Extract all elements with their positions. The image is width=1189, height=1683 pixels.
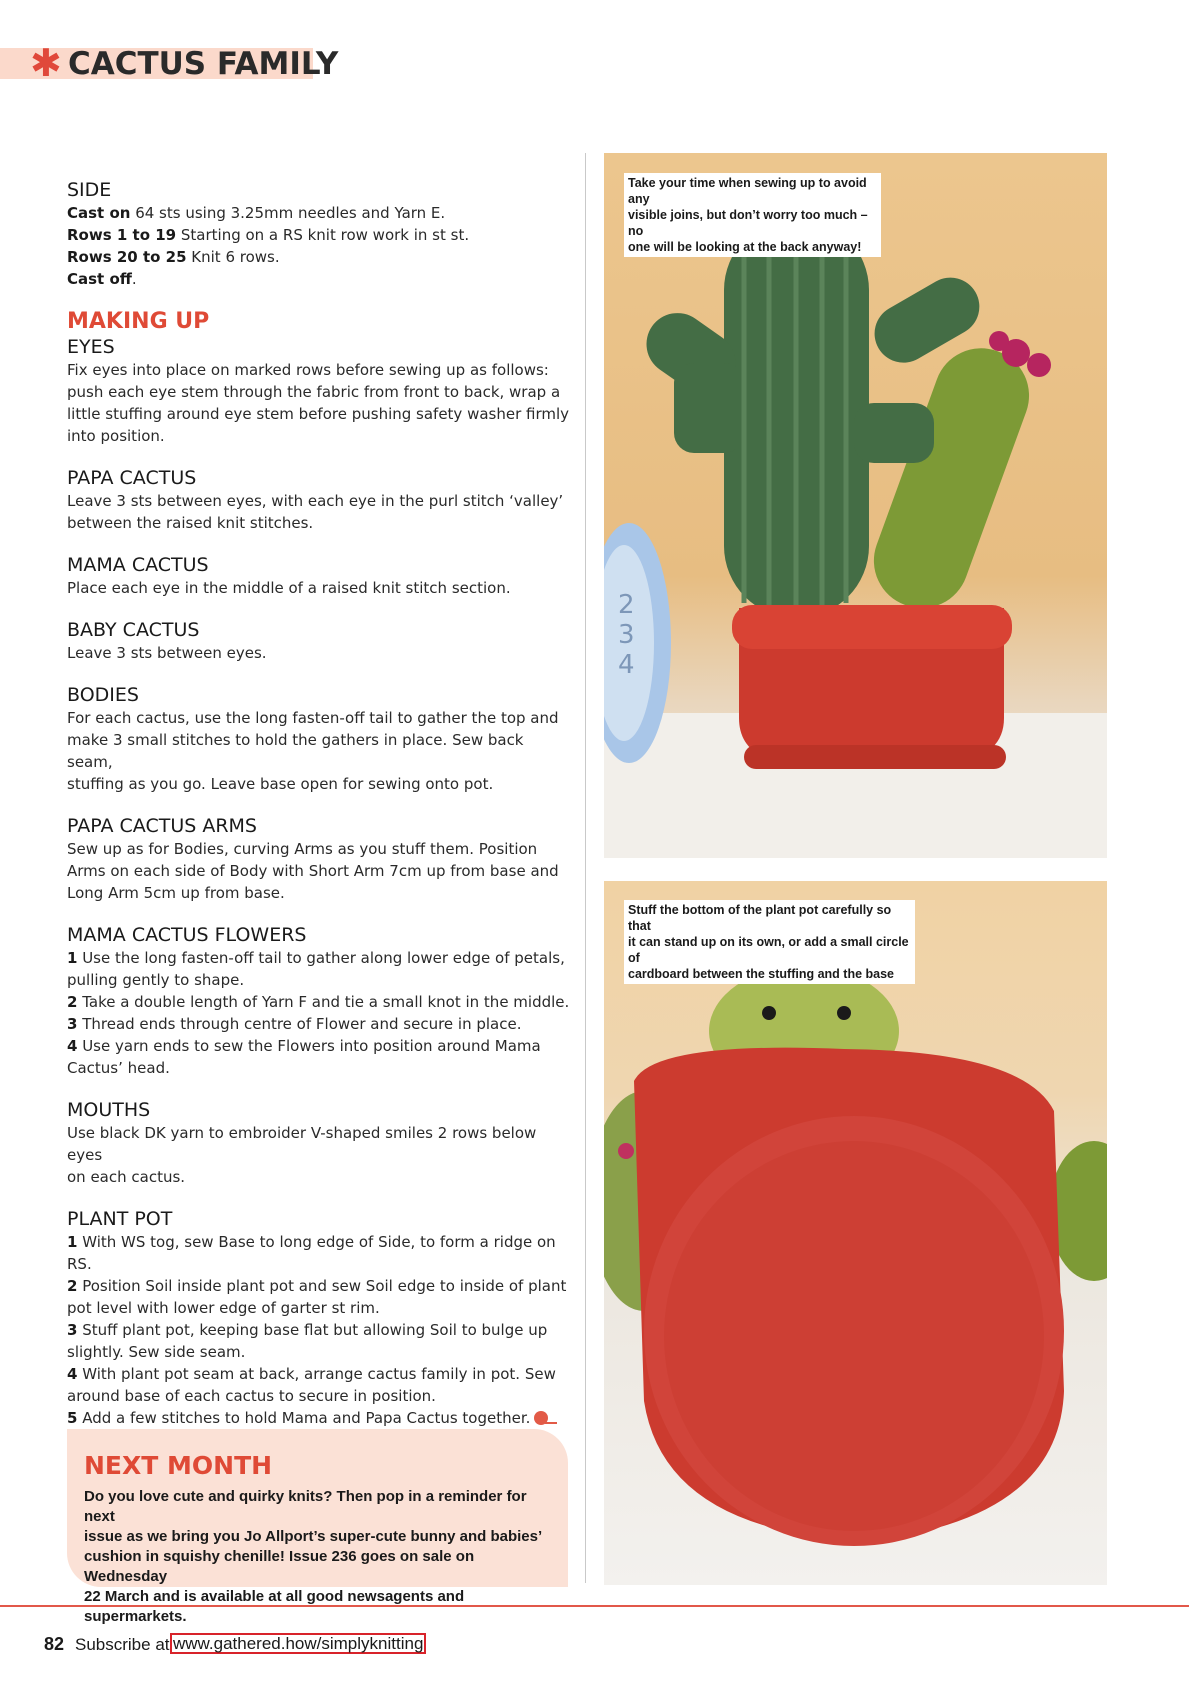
text-run: Thread ends through centre of Flower and secure in place.	[77, 1015, 522, 1033]
step-number: 3	[67, 1321, 78, 1339]
photo-caption	[624, 173, 881, 257]
text-line	[67, 202, 573, 224]
caption-line: visible joins, but don’t worry too much – no	[628, 208, 868, 238]
making-up-heading: MAKING UP	[67, 309, 210, 334]
text-line: issue as we bring you Jo Allport’s super-cute bunny and babies’	[84, 1528, 543, 1545]
text-line: into position.	[67, 427, 165, 445]
step-number: 4	[67, 1365, 78, 1383]
section-title: BABY CACTUS	[67, 619, 200, 641]
mama-cactus-section	[67, 553, 573, 599]
text-run: .	[131, 270, 137, 288]
text-run: 64 sts using 3.25mm needles and Yarn E.	[130, 204, 446, 222]
text-run: Knit 6 rows.	[186, 248, 280, 266]
section-title: MAMA CACTUS	[67, 554, 209, 576]
text-run: With plant pot seam at back, arrange cactus family in pot. Sew	[77, 1365, 556, 1383]
text-line: on each cactus.	[67, 1168, 186, 1186]
section-title: PLANT POT	[67, 1208, 173, 1230]
caption-line: Stuff the bottom of the plant pot carefully so that	[628, 903, 892, 933]
step-number: 2	[67, 993, 78, 1011]
plant-pot-base-illustration	[604, 881, 1107, 1585]
baby-cactus-section	[67, 618, 573, 664]
text-line: slightly. Sew side seam.	[67, 1343, 246, 1361]
text-line	[67, 224, 573, 246]
mama-cactus-flowers-section	[67, 923, 573, 1079]
page-title: CACTUS FAMILY	[68, 46, 339, 82]
caption-line: it can stand up on its own, or add a small circle of	[628, 935, 909, 965]
text-line	[67, 1407, 573, 1429]
text-line: make 3 small stitches to hold the gathers in place. Sew back seam,	[67, 731, 524, 771]
bold-term: Rows 20 to 25	[67, 248, 187, 266]
text-line: stuffing as you go. Leave base open for sewing onto pot.	[67, 775, 494, 793]
section-title: MOUTHS	[67, 1099, 151, 1121]
text-run: With WS tog, sew Base to long edge of Side, to form a ridge on RS.	[67, 1233, 556, 1273]
section-title: EYES	[67, 336, 115, 358]
text-line: Fix eyes into place on marked rows before sewing up as follows:	[67, 361, 549, 379]
text-line: Sew up as for Bodies, curving Arms as you stuff them. Position	[67, 840, 538, 858]
instructions-column	[67, 178, 573, 1448]
text-line: Place each eye in the middle of a raised knit stitch section.	[67, 579, 511, 597]
section-title: PAPA CACTUS ARMS	[67, 815, 257, 837]
subscribe-label: Subscribe at	[75, 1635, 170, 1654]
text-line	[67, 1035, 573, 1057]
text-line: cushion in squishy chenille! Issue 236 goes on sale on Wednesday	[84, 1548, 475, 1585]
clock-digit: 2	[618, 590, 635, 620]
section-title: BODIES	[67, 684, 139, 706]
text-run: Use the long fasten-off tail to gather along lower edge of petals,	[77, 949, 565, 967]
text-run: Use yarn ends to sew the Flowers into position around Mama	[77, 1037, 541, 1055]
text-line: Do you love cute and quirky knits? Then pop in a reminder for next	[84, 1488, 527, 1525]
step-number: 5	[67, 1409, 78, 1427]
step-number: 3	[67, 1015, 78, 1033]
text-line	[67, 947, 573, 969]
papa-cactus-arms-section	[67, 814, 573, 904]
text-line: 22 March and is available at all good newsagents and supermarkets.	[84, 1588, 465, 1625]
footer-rule	[0, 1605, 1189, 1607]
bold-term: Rows 1 to 19	[67, 226, 177, 244]
section-title: MAMA CACTUS FLOWERS	[67, 924, 307, 946]
text-line: pulling gently to shape.	[67, 971, 245, 989]
text-line	[67, 1363, 573, 1385]
mouths-section	[67, 1098, 573, 1188]
text-run: Stuff plant pot, keeping base flat but allowing Soil to bulge up	[77, 1321, 548, 1339]
step-number: 2	[67, 1277, 78, 1295]
eyes-section	[67, 335, 573, 447]
next-month-title: NEXT MONTH	[84, 1451, 273, 1480]
text-line: For each cactus, use the long fasten-off tail to gather the top and	[67, 709, 559, 727]
plant-pot-base-photo	[604, 881, 1107, 1585]
bold-term: Cast on	[67, 204, 131, 222]
text-line	[67, 1319, 573, 1341]
text-line	[67, 1013, 573, 1035]
next-month-box	[67, 1429, 568, 1625]
text-line: around base of each cactus to secure in position.	[67, 1387, 436, 1405]
column-divider	[585, 153, 586, 1583]
section-title: SIDE	[67, 179, 112, 201]
asterisk-icon: ✱	[30, 41, 62, 85]
page-number: 82	[44, 1634, 65, 1654]
text-run: Position Soil inside plant pot and sew Soil edge to inside of plant	[77, 1277, 567, 1295]
text-line: Arms on each side of Body with Short Arm 7cm up from base and	[67, 862, 559, 880]
text-line	[67, 268, 573, 290]
text-line: Long Arm 5cm up from base.	[67, 884, 285, 902]
clock-digit: 3	[618, 620, 635, 650]
text-line: Cactus’ head.	[67, 1059, 170, 1077]
text-line	[67, 991, 573, 1013]
yarn-ball-icon	[534, 1411, 548, 1425]
caption-line: Take your time when sewing up to avoid any	[628, 176, 867, 206]
section-title: PAPA CACTUS	[67, 467, 197, 489]
step-number: 4	[67, 1037, 78, 1055]
text-line: Leave 3 sts between eyes.	[67, 644, 267, 662]
step-number: 1	[67, 949, 78, 967]
text-line: pot level with lower edge of garter st rim.	[67, 1299, 380, 1317]
caption-line: one will be looking at the back anyway!	[628, 240, 862, 254]
photo-caption	[624, 900, 915, 984]
cactus-family-illustration	[604, 153, 1107, 858]
bodies-section	[67, 683, 573, 795]
plant-pot-section	[67, 1207, 573, 1429]
text-run: Take a double length of Yarn F and tie a small knot in the middle.	[77, 993, 570, 1011]
text-line	[67, 246, 573, 268]
text-line	[67, 1231, 573, 1275]
text-line: between the raised knit stitches.	[67, 514, 314, 532]
papa-cactus-section	[67, 466, 573, 534]
text-line: push each eye stem through the fabric from front to back, wrap a	[67, 383, 561, 401]
caption-line: cardboard between the stuffing and the base	[628, 967, 895, 981]
text-line: Leave 3 sts between eyes, with each eye in the purl stitch ‘valley’	[67, 492, 564, 510]
step-number: 1	[67, 1233, 78, 1251]
subscribe-link[interactable]: www.gathered.how/simplyknitting	[170, 1633, 426, 1654]
text-line	[67, 1275, 573, 1297]
text-run: Add a few stitches to hold Mama and Papa Cactus together.	[77, 1409, 531, 1427]
text-line: Use black DK yarn to embroider V-shaped smiles 2 rows below eyes	[67, 1124, 537, 1164]
side-section	[67, 178, 573, 290]
text-run: Starting on a RS knit row work in st st.	[176, 226, 470, 244]
cactus-family-photo	[604, 153, 1107, 858]
bold-term: Cast off	[67, 270, 132, 288]
text-line: little stuffing around eye stem before pushing safety washer firmly	[67, 405, 570, 423]
clock-digit: 4	[618, 650, 635, 680]
